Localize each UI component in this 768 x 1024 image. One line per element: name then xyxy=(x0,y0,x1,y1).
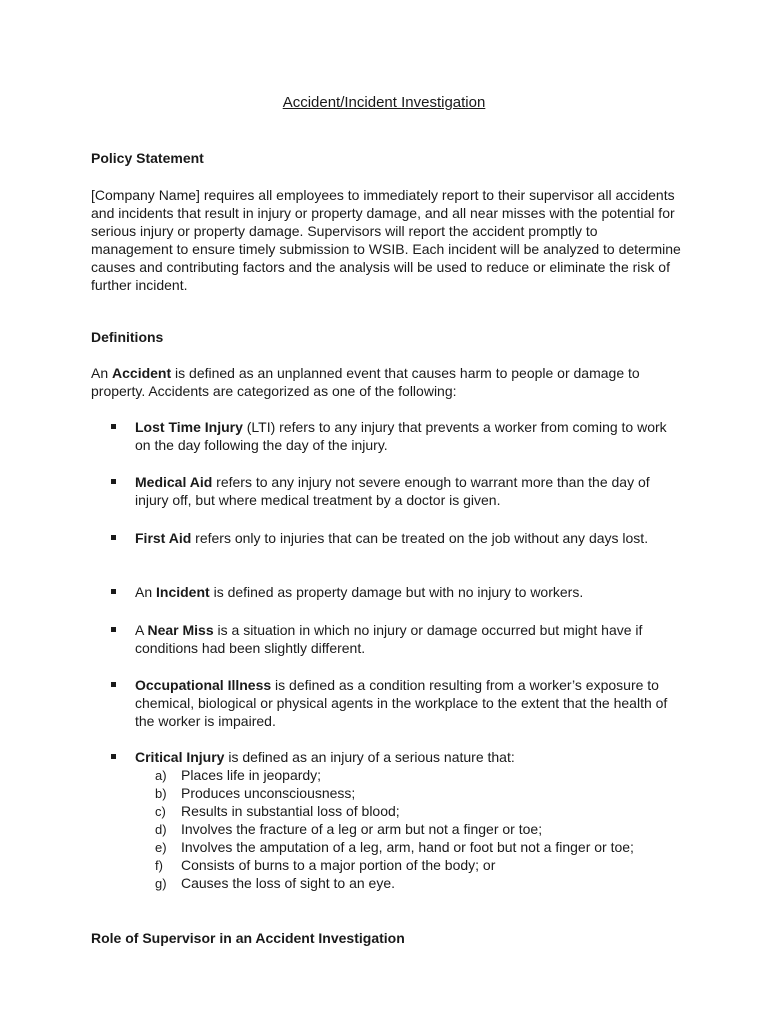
definition-text: is defined as an injury of a serious nature that: xyxy=(224,749,515,765)
document-title: Accident/Incident Investigation xyxy=(282,94,486,111)
definitions-heading: Definitions xyxy=(91,329,164,345)
list-marker: e) xyxy=(155,840,167,855)
bullet-icon xyxy=(111,754,116,759)
definition-text: refers to any injury not severe enough to warrant more than the day of injury off, but where medical treatment by a doctor is given. xyxy=(135,474,650,508)
list-item-text: Involves the amputation of a leg, arm, hand or foot but not a finger or toe; xyxy=(181,839,634,855)
supervisor-role-heading: Role of Supervisor in an Accident Investigation xyxy=(91,930,405,946)
list-item-text: Places life in jeopardy; xyxy=(181,767,322,783)
list-marker: a) xyxy=(155,768,167,783)
intro-term: Accident xyxy=(112,365,172,381)
policy-heading: Policy Statement xyxy=(91,150,204,166)
bullet-icon xyxy=(111,424,116,429)
definition-term: Lost Time Injury xyxy=(135,419,243,435)
definition-term: Medical Aid xyxy=(135,474,213,490)
intro-prefix: An xyxy=(91,365,113,381)
list-item-text: Consists of burns to a major portion of the body; or xyxy=(181,857,496,873)
policy-paragraph: [Company Name] requires all employees to immediately report to their supervisor all accidents and incidents that result in injury or property damage, and all near misses with the potential for serious injury or property damage. Supervisors will report the accident promptly to management to ensure timely submission to WSIB. Each incident will be analyzed to determine causes and contributing factors and the analysis will be used to reduce or eliminate the risk of further incident. xyxy=(91,187,681,293)
list-item xyxy=(155,820,634,838)
intro-text: is defined as an unplanned event that causes harm to people or damage to property. Accidents are categorized as one of the following: xyxy=(91,365,640,399)
list-item xyxy=(155,766,634,784)
list-marker: g) xyxy=(155,876,167,891)
accident-definition xyxy=(91,364,681,400)
bullet-icon xyxy=(111,589,116,594)
definition-term: Near Miss xyxy=(147,622,214,638)
list-item-text: Causes the loss of sight to an eye. xyxy=(181,875,396,891)
list-item-text: Produces unconsciousness; xyxy=(181,785,356,801)
list-marker: c) xyxy=(155,804,166,819)
definition-text: (LTI) refers to any injury that prevents a worker from coming to work on the day following the day of the injury. xyxy=(135,419,667,453)
list-marker: b) xyxy=(155,786,167,801)
definition-term: Incident xyxy=(156,584,210,600)
definition-text: refers only to injuries that can be treated on the job without any days lost. xyxy=(191,530,649,546)
definition-text: is a situation in which no injury or damage occurred but might have if conditions had been slightly different. xyxy=(135,622,643,656)
bullet-icon xyxy=(111,627,116,632)
bullet-icon xyxy=(111,479,116,484)
definition-term: First Aid xyxy=(135,530,192,546)
definition-term: Critical Injury xyxy=(135,749,225,765)
bullet-icon xyxy=(111,682,116,687)
list-item-text: Results in substantial loss of blood; xyxy=(181,803,400,819)
list-item xyxy=(155,784,634,802)
definition-text: is defined as property damage but with no injury to workers. xyxy=(209,584,584,600)
list-marker: f) xyxy=(155,858,163,873)
list-item xyxy=(155,856,634,874)
list-item xyxy=(155,874,634,892)
critical-injury-list xyxy=(155,766,634,892)
list-item-text: Involves the fracture of a leg or arm but not a finger or toe; xyxy=(181,821,543,837)
list-marker: d) xyxy=(155,822,167,837)
list-item xyxy=(155,802,634,820)
definition-term: Occupational Illness xyxy=(135,677,272,693)
list-item xyxy=(155,838,634,856)
bullet-icon xyxy=(111,535,116,540)
definition-text: is defined as a condition resulting from a worker’s exposure to chemical, biological or physical agents in the workplace to the extent that the health of the worker is impaired. xyxy=(135,677,668,729)
